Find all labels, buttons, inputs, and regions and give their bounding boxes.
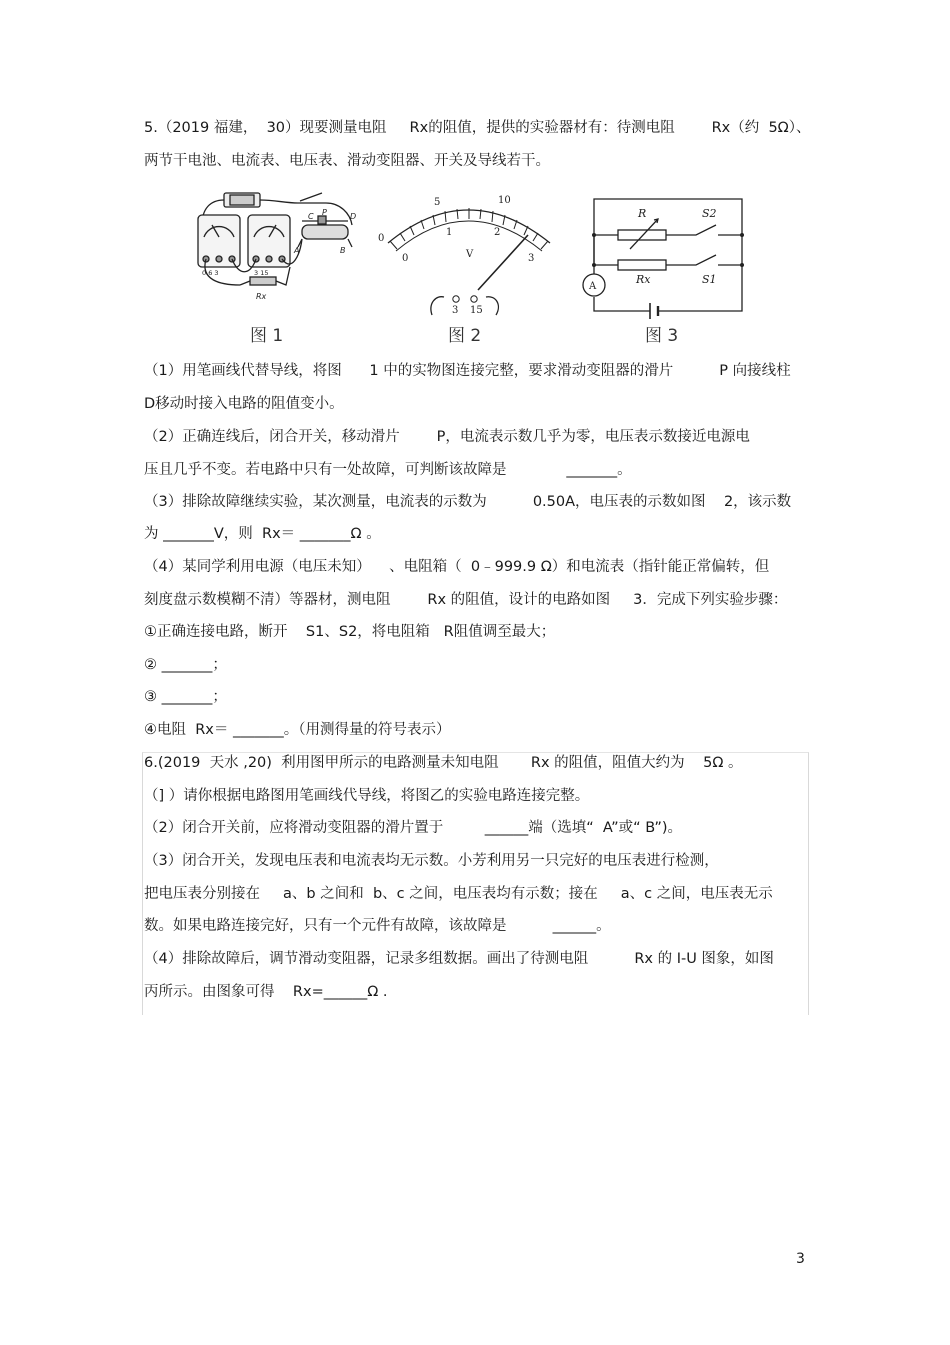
q6-part3-line2: 把电压表分别接在 a、b 之间和 b、c 之间，电压表均有示数；接在 a、c 之间，电压表无示 [144,886,773,902]
fig3-ammeter-a: A [589,281,597,292]
figures-row [190,185,770,350]
q5-step1: ①正确连接电路，断开 S1、S2，将电阻箱 R阻值调至最大； [144,624,556,640]
fig2-caption: 图 2 [448,326,482,346]
fig3-caption: 图 3 [645,326,679,346]
fig2-top-0: 0 [378,233,385,244]
fig1-label-b: B [340,246,346,255]
fig1-label-rx: Rx [256,292,267,301]
q6-part3-line3: 数。如果电路连接完好，只有一个元件有故障，该故障是 ______。 [144,918,611,934]
q5-part4-line2: 刻度盘示数模糊不清）等器材，测电阻 Rx 的阻值，设计的电路如图 3．完成下列实验步骤： [144,592,788,608]
q5-part1-line2: D移动时接入电路的阻值变小。 [144,396,344,412]
fig3-label-rx: Rx [636,273,651,286]
fig1-label-c: C [308,212,314,221]
q5-part4-line1: （4）某同学利用电源（电压未知） 、电阻箱（ 0﹣999.9 Ω）和电流表（指针能正常偏转，但 [144,559,770,575]
q5-step4: ④电阻 Rx＝ _______。（用测得量的符号表示） [144,722,451,738]
q5-part1-line1: （1）用笔画线代替导线，将图 1 中的实物图连接完整，要求滑动变阻器的滑片 P 向接线柱 [144,363,791,379]
fig1-ammeter-scale: 0.6 3 [202,269,219,277]
q6-part2: （2）闭合开关前，应将滑动变阻器的滑片置于 ______端（选填“ A”或“ B”)。 [144,820,683,836]
q5-part3-line2: 为 _______V，则 Rx＝ _______Ω 。 [144,526,381,542]
q6-part4-line2: 丙所示。由图象可得 Rx=______Ω . [144,984,388,1000]
fig1-label-a: A [294,246,300,255]
fig2-unit-v: V [466,249,474,260]
q5-part3-line1: （3）排除故障继续实验，某次测量，电流表的示数为 0.50A，电压表的示数如图 2，该示数 [144,494,792,510]
fig3-label-s2: S2 [702,207,717,220]
fig2-terminal-3: 3 [452,305,459,316]
q5-line1: 5.（2019 福建， 30）现要测量电阻 Rx的阻值，提供的实验器材有：待测电阻 Rx（约 5Ω）、 [144,120,811,136]
fig2-bottom-0: 0 [402,253,409,264]
q6-part3-line1: （3）闭合开关，发现电压表和电流表均无示数。小芳利用另一只完好的电压表进行检测， [144,853,719,869]
fig3-label-r: R [638,207,647,220]
q5-step2: ② _______； [144,657,227,673]
fig2-bottom-3: 3 [528,253,535,264]
fig1-label-p: P [322,208,327,217]
q6-line1: 6.(2019 天水 ,20) 利用图甲所示的电路测量未知电阻 Rx 的阻值，阻值大约为 5Ω 。 [144,755,743,771]
q5-part2-line1: （2）正确连线后，闭合开关，移动滑片 P，电流表示数几乎为零，电压表示数接近电源电 [144,429,750,445]
fig2-bottom-1: 1 [446,227,453,238]
q6-part1: （] ）请你根据电路图用笔画线代导线，将图乙的实验电路连接完整。 [144,788,590,804]
q5-step3: ③ _______； [144,689,227,705]
page-number: 3 [796,1251,805,1267]
fig2-top-10: 10 [498,195,511,206]
q6-part4-line1: （4）排除故障后，调节滑动变阻器，记录多组数据。画出了待测电阻 Rx 的 I-U 图象，如图 [144,951,774,967]
fig1-label-d: D [350,212,357,221]
fig3-label-s1: S1 [702,273,717,286]
q5-part2-line2: 压且几乎不变。若电路中只有一处故障，可判断该故障是 _______。 [144,462,632,478]
fig2-top-5: 5 [434,197,441,208]
fig1-voltmeter-scale: 3 15 [254,269,269,277]
q5-line2: 两节干电池、电流表、电压表、滑动变阻器、开关及导线若干。 [144,153,550,169]
fig1-caption: 图 1 [250,326,284,346]
fig2-bottom-2: 2 [494,227,501,238]
fig2-terminal-15: 15 [470,305,483,316]
